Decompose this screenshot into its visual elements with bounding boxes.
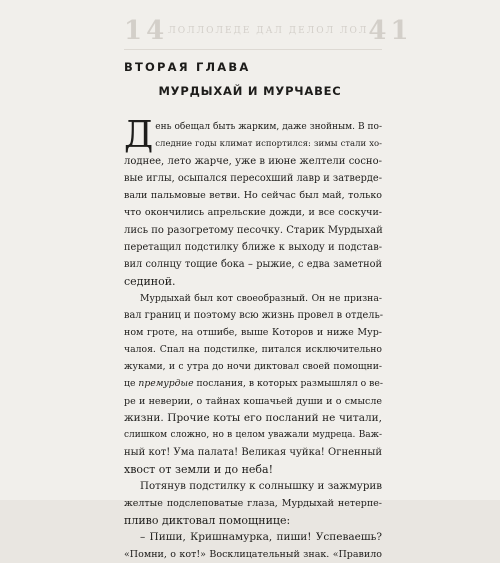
text-line: желтые подслеповатые глаза, Мурдыхай нетерпе- xyxy=(124,498,382,510)
text-line: вил солнцу тощие бока – рыжие, с едва заметной xyxy=(124,258,382,270)
text-line: вали пальмовые ветви. Но сейчас был май, только xyxy=(124,190,382,202)
text-line: вые иглы, осыпался пересохший лавр и затверде- xyxy=(124,173,382,185)
text-line: вал границ и поэтому всю жизнь провел в отдель- xyxy=(124,310,384,322)
text-line: жизни. Прочие коты его посланий не читали, xyxy=(124,411,382,424)
text-line: ень обещал быть жарким, даже знойным. В по- xyxy=(155,122,382,132)
text-line: следние годы климат испортился: зимы стали хо- xyxy=(155,139,382,150)
text-line: сединой. xyxy=(124,274,176,288)
bleed-through-header xyxy=(124,14,413,48)
text-line: что окончились апрельские дожди, и все соскучи- xyxy=(124,207,382,219)
text-line: ный кот! Ума палата! Великая чуйка! Огненный xyxy=(124,446,382,458)
bleed-page-number-right: 41 xyxy=(368,16,413,46)
paragraph-1 xyxy=(124,115,383,290)
bleed-running-head: ЛОЛЛОЛЕДЕ ДАЛ ДЕЛОЛ ЛОЛ xyxy=(168,26,369,36)
text-line: лись по разогретому песочку. Старик Мурдыхай xyxy=(124,224,383,236)
text-line: пливо диктовал помощнице: xyxy=(124,514,291,528)
text-line: лоднее, лето жарче, уже в июне желтели сосно- xyxy=(124,156,382,168)
paragraph-4 xyxy=(124,529,382,563)
text-line: Мурдыхай был кот своеобразный. Он не призна- xyxy=(140,292,382,304)
text-line: це премурдые послания, в которых размышлял о ве- xyxy=(124,378,383,390)
text-line: перетащил подстилку ближе к выходу и подстав- xyxy=(124,241,382,253)
text-line: слишком сложно, но в целом уважали мудреца. Важ- xyxy=(124,429,382,440)
text-line: чалоя. Спал на подстилке, питался исключительно xyxy=(124,344,382,356)
text-line: жуками, и с утра до ночи диктовал своей помощни- xyxy=(124,361,382,373)
bleed-page-number-left: 14 xyxy=(124,16,169,46)
text-line: Потянув подстилку к солнышку и зажмурив xyxy=(140,479,382,492)
body-text xyxy=(124,115,384,563)
text-line: хвост от земли и до неба! xyxy=(124,462,274,476)
text-line: – Пиши, Кришнамурка, пиши! Успеваешь? xyxy=(140,531,382,544)
chapter-title: МУРДЫХАЙ И МУРЧАВЕС xyxy=(158,84,342,98)
text-line: ре и неверии, о тайнах кошачьей души и о смысле xyxy=(124,395,382,407)
paragraph-3 xyxy=(124,478,382,529)
chapter-label: ВТОРАЯ ГЛАВА xyxy=(124,60,251,74)
text-line: ном гроте, на отшибе, выше Которов и ниже Мур- xyxy=(124,327,382,339)
bleed-rule xyxy=(124,49,382,50)
emphasis: премурдые xyxy=(138,378,194,390)
text-line: «Помни, о кот!» Восклицательный знак. «Правило xyxy=(124,549,382,561)
drop-cap: Д xyxy=(124,115,154,156)
paragraph-2 xyxy=(124,290,382,478)
